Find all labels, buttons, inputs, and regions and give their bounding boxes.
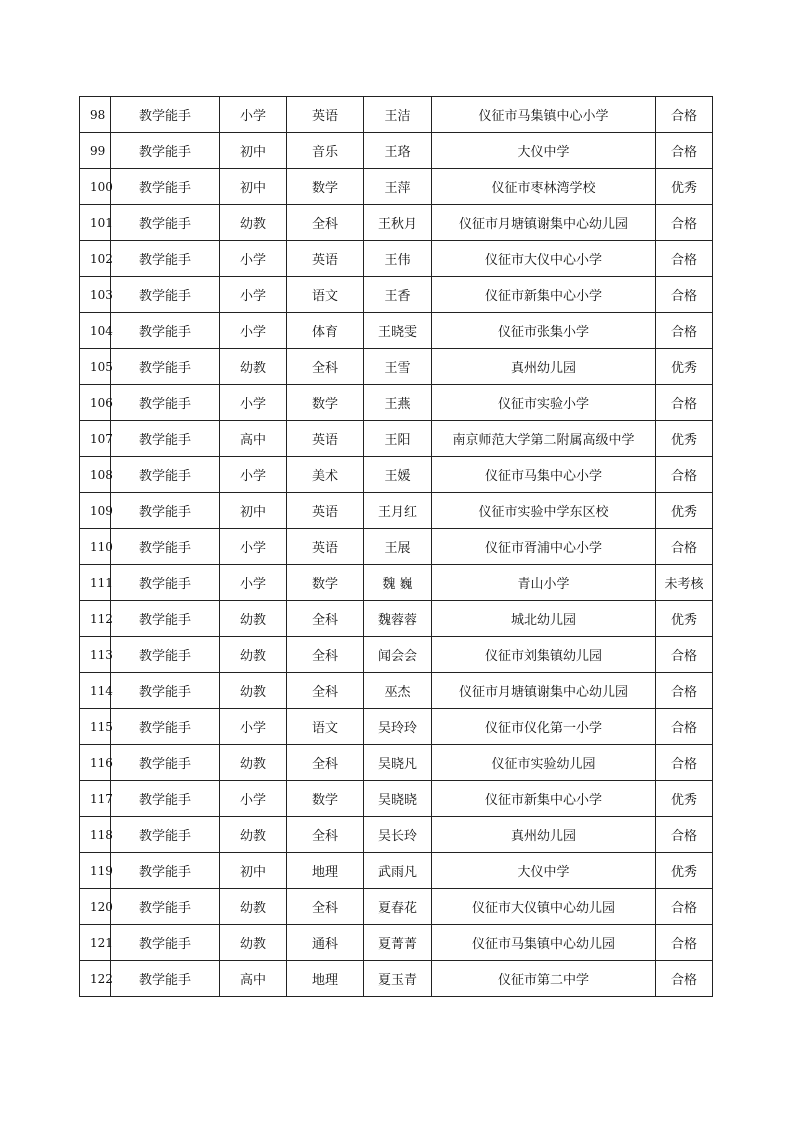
title-cell: 教学能手	[111, 745, 220, 781]
subject-cell: 数学	[287, 781, 364, 817]
name-cell: 王雪	[364, 349, 432, 385]
subject-cell: 语文	[287, 709, 364, 745]
title-cell: 教学能手	[111, 961, 220, 997]
table-body	[80, 97, 713, 997]
school-cell: 仪征市马集镇中心幼儿园	[432, 925, 656, 961]
table-row	[80, 349, 713, 385]
level-cell: 小学	[220, 97, 287, 133]
name-cell: 吴晓晓	[364, 781, 432, 817]
title-cell: 教学能手	[111, 277, 220, 313]
title-cell: 教学能手	[111, 97, 220, 133]
subject-cell: 全科	[287, 889, 364, 925]
name-cell: 魏 巍	[364, 565, 432, 601]
serial-number-cell: 107	[80, 421, 111, 457]
school-cell: 南京师范大学第二附属高级中学	[432, 421, 656, 457]
serial-number-cell: 100	[80, 169, 111, 205]
level-cell: 高中	[220, 961, 287, 997]
level-cell: 初中	[220, 133, 287, 169]
result-cell: 合格	[656, 961, 713, 997]
school-cell: 仪征市第二中学	[432, 961, 656, 997]
school-cell: 大仪中学	[432, 133, 656, 169]
school-cell: 仪征市刘集镇幼儿园	[432, 637, 656, 673]
title-cell: 教学能手	[111, 421, 220, 457]
result-cell: 合格	[656, 313, 713, 349]
table-row	[80, 601, 713, 637]
result-cell: 合格	[656, 385, 713, 421]
name-cell: 王香	[364, 277, 432, 313]
school-cell: 仪征市枣林湾学校	[432, 169, 656, 205]
result-cell: 合格	[656, 889, 713, 925]
level-cell: 小学	[220, 241, 287, 277]
serial-number-cell: 116	[80, 745, 111, 781]
serial-number-cell: 105	[80, 349, 111, 385]
result-cell: 合格	[656, 673, 713, 709]
results-table-container	[79, 96, 712, 997]
title-cell: 教学能手	[111, 709, 220, 745]
level-cell: 小学	[220, 781, 287, 817]
level-cell: 幼教	[220, 349, 287, 385]
title-cell: 教学能手	[111, 349, 220, 385]
result-cell: 未考核	[656, 565, 713, 601]
serial-number-cell: 115	[80, 709, 111, 745]
table-row	[80, 961, 713, 997]
name-cell: 王燕	[364, 385, 432, 421]
result-cell: 优秀	[656, 601, 713, 637]
table-row	[80, 529, 713, 565]
title-cell: 教学能手	[111, 457, 220, 493]
result-cell: 合格	[656, 709, 713, 745]
name-cell: 闻会会	[364, 637, 432, 673]
serial-number-cell: 122	[80, 961, 111, 997]
result-cell: 合格	[656, 745, 713, 781]
result-cell: 合格	[656, 133, 713, 169]
table-row	[80, 205, 713, 241]
school-cell: 真州幼儿园	[432, 349, 656, 385]
result-cell: 合格	[656, 925, 713, 961]
title-cell: 教学能手	[111, 385, 220, 421]
serial-number-cell: 99	[80, 133, 111, 169]
table-row	[80, 457, 713, 493]
title-cell: 教学能手	[111, 205, 220, 241]
subject-cell: 语文	[287, 277, 364, 313]
table-row	[80, 925, 713, 961]
name-cell: 王晓雯	[364, 313, 432, 349]
school-cell: 仪征市实验小学	[432, 385, 656, 421]
name-cell: 武雨凡	[364, 853, 432, 889]
subject-cell: 英语	[287, 97, 364, 133]
level-cell: 小学	[220, 385, 287, 421]
level-cell: 幼教	[220, 637, 287, 673]
serial-number-cell: 108	[80, 457, 111, 493]
subject-cell: 数学	[287, 169, 364, 205]
table-row	[80, 637, 713, 673]
name-cell: 王珞	[364, 133, 432, 169]
serial-number-cell: 110	[80, 529, 111, 565]
subject-cell: 英语	[287, 421, 364, 457]
title-cell: 教学能手	[111, 565, 220, 601]
subject-cell: 全科	[287, 349, 364, 385]
serial-number-cell: 104	[80, 313, 111, 349]
table-row	[80, 493, 713, 529]
level-cell: 小学	[220, 313, 287, 349]
subject-cell: 美术	[287, 457, 364, 493]
table-row	[80, 565, 713, 601]
name-cell: 王萍	[364, 169, 432, 205]
subject-cell: 英语	[287, 529, 364, 565]
table-row	[80, 745, 713, 781]
subject-cell: 全科	[287, 673, 364, 709]
title-cell: 教学能手	[111, 925, 220, 961]
level-cell: 幼教	[220, 745, 287, 781]
school-cell: 青山小学	[432, 565, 656, 601]
school-cell: 仪征市新集中心小学	[432, 781, 656, 817]
title-cell: 教学能手	[111, 493, 220, 529]
table-row	[80, 241, 713, 277]
result-cell: 优秀	[656, 493, 713, 529]
level-cell: 幼教	[220, 673, 287, 709]
table-row	[80, 853, 713, 889]
title-cell: 教学能手	[111, 853, 220, 889]
name-cell: 吴玲玲	[364, 709, 432, 745]
table-row	[80, 673, 713, 709]
serial-number-cell: 101	[80, 205, 111, 241]
name-cell: 夏玉青	[364, 961, 432, 997]
name-cell: 王洁	[364, 97, 432, 133]
name-cell: 巫杰	[364, 673, 432, 709]
title-cell: 教学能手	[111, 529, 220, 565]
table-row	[80, 385, 713, 421]
subject-cell: 英语	[287, 493, 364, 529]
table-row	[80, 169, 713, 205]
level-cell: 初中	[220, 853, 287, 889]
school-cell: 仪征市大仪中心小学	[432, 241, 656, 277]
result-cell: 合格	[656, 205, 713, 241]
serial-number-cell: 114	[80, 673, 111, 709]
school-cell: 大仪中学	[432, 853, 656, 889]
serial-number-cell: 106	[80, 385, 111, 421]
name-cell: 王展	[364, 529, 432, 565]
school-cell: 仪征市实验中学东区校	[432, 493, 656, 529]
result-cell: 合格	[656, 97, 713, 133]
serial-number-cell: 102	[80, 241, 111, 277]
subject-cell: 全科	[287, 745, 364, 781]
school-cell: 城北幼儿园	[432, 601, 656, 637]
subject-cell: 地理	[287, 853, 364, 889]
result-cell: 优秀	[656, 421, 713, 457]
table-row	[80, 709, 713, 745]
level-cell: 幼教	[220, 925, 287, 961]
results-table	[79, 96, 713, 997]
serial-number-cell: 111	[80, 565, 111, 601]
subject-cell: 全科	[287, 205, 364, 241]
level-cell: 高中	[220, 421, 287, 457]
result-cell: 合格	[656, 529, 713, 565]
subject-cell: 全科	[287, 601, 364, 637]
level-cell: 小学	[220, 709, 287, 745]
result-cell: 优秀	[656, 781, 713, 817]
level-cell: 小学	[220, 529, 287, 565]
name-cell: 王伟	[364, 241, 432, 277]
level-cell: 幼教	[220, 601, 287, 637]
result-cell: 合格	[656, 457, 713, 493]
name-cell: 夏菁菁	[364, 925, 432, 961]
result-cell: 合格	[656, 241, 713, 277]
subject-cell: 全科	[287, 637, 364, 673]
level-cell: 小学	[220, 565, 287, 601]
serial-number-cell: 117	[80, 781, 111, 817]
level-cell: 幼教	[220, 817, 287, 853]
level-cell: 初中	[220, 169, 287, 205]
school-cell: 仪征市月塘镇谢集中心幼儿园	[432, 205, 656, 241]
name-cell: 夏春花	[364, 889, 432, 925]
level-cell: 幼教	[220, 889, 287, 925]
subject-cell: 音乐	[287, 133, 364, 169]
title-cell: 教学能手	[111, 169, 220, 205]
serial-number-cell: 119	[80, 853, 111, 889]
level-cell: 初中	[220, 493, 287, 529]
school-cell: 仪征市胥浦中心小学	[432, 529, 656, 565]
result-cell: 优秀	[656, 169, 713, 205]
school-cell: 仪征市马集镇中心小学	[432, 97, 656, 133]
title-cell: 教学能手	[111, 637, 220, 673]
name-cell: 王秋月	[364, 205, 432, 241]
table-row	[80, 781, 713, 817]
school-cell: 仪征市仪化第一小学	[432, 709, 656, 745]
result-cell: 合格	[656, 637, 713, 673]
school-cell: 仪征市张集小学	[432, 313, 656, 349]
title-cell: 教学能手	[111, 313, 220, 349]
title-cell: 教学能手	[111, 241, 220, 277]
subject-cell: 地理	[287, 961, 364, 997]
title-cell: 教学能手	[111, 601, 220, 637]
serial-number-cell: 103	[80, 277, 111, 313]
name-cell: 王月红	[364, 493, 432, 529]
serial-number-cell: 120	[80, 889, 111, 925]
table-row	[80, 421, 713, 457]
subject-cell: 英语	[287, 241, 364, 277]
serial-number-cell: 112	[80, 601, 111, 637]
school-cell: 仪征市大仪镇中心幼儿园	[432, 889, 656, 925]
name-cell: 魏蓉蓉	[364, 601, 432, 637]
table-row	[80, 889, 713, 925]
serial-number-cell: 118	[80, 817, 111, 853]
result-cell: 合格	[656, 817, 713, 853]
serial-number-cell: 98	[80, 97, 111, 133]
school-cell: 真州幼儿园	[432, 817, 656, 853]
table-row	[80, 97, 713, 133]
level-cell: 小学	[220, 277, 287, 313]
subject-cell: 全科	[287, 817, 364, 853]
serial-number-cell: 121	[80, 925, 111, 961]
title-cell: 教学能手	[111, 817, 220, 853]
subject-cell: 体育	[287, 313, 364, 349]
result-cell: 优秀	[656, 349, 713, 385]
school-cell: 仪征市月塘镇谢集中心幼儿园	[432, 673, 656, 709]
name-cell: 王媛	[364, 457, 432, 493]
serial-number-cell: 109	[80, 493, 111, 529]
subject-cell: 数学	[287, 385, 364, 421]
school-cell: 仪征市实验幼儿园	[432, 745, 656, 781]
result-cell: 合格	[656, 277, 713, 313]
table-row	[80, 133, 713, 169]
name-cell: 王阳	[364, 421, 432, 457]
table-row	[80, 817, 713, 853]
subject-cell: 通科	[287, 925, 364, 961]
school-cell: 仪征市马集中心小学	[432, 457, 656, 493]
title-cell: 教学能手	[111, 781, 220, 817]
subject-cell: 数学	[287, 565, 364, 601]
result-cell: 优秀	[656, 853, 713, 889]
title-cell: 教学能手	[111, 133, 220, 169]
title-cell: 教学能手	[111, 673, 220, 709]
table-row	[80, 313, 713, 349]
name-cell: 吴长玲	[364, 817, 432, 853]
name-cell: 吴晓凡	[364, 745, 432, 781]
level-cell: 幼教	[220, 205, 287, 241]
table-row	[80, 277, 713, 313]
school-cell: 仪征市新集中心小学	[432, 277, 656, 313]
level-cell: 小学	[220, 457, 287, 493]
title-cell: 教学能手	[111, 889, 220, 925]
serial-number-cell: 113	[80, 637, 111, 673]
